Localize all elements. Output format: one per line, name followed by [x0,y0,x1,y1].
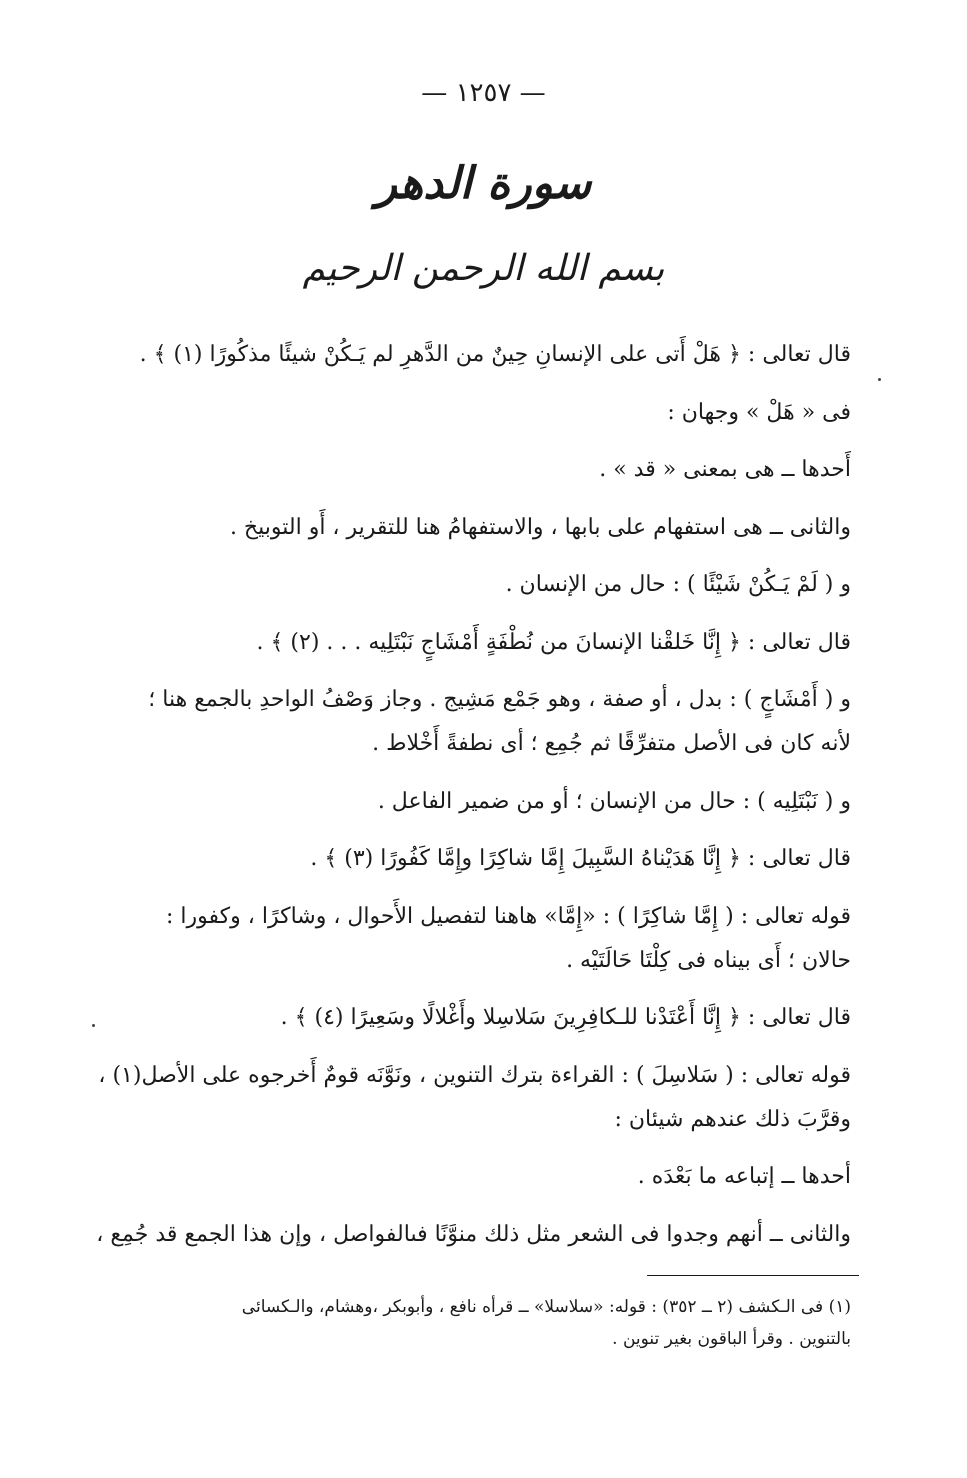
text-line: قوله تعالى : ( سَلاسِلَ ) : القراءة بترك التنوين ، ونَوَّنَه قومٌ أَخرجوه على الأصل(١) ، [98,1062,851,1088]
footnotes [74,1292,851,1356]
text-line: قال تعالى : ﴿ هَلْ أَتى على الإنسانِ حِينٌ من الدَّهرِ لم يَـكُنْ شيئًا مذكُورًا (١) ﴾ . [139,342,851,367]
text-line: قال تعالى : ﴿ إِنَّا خَلقْنا الإنسانَ من نُطْفَةٍ أَمْشَاجٍ نَبْتَلِيه . . . (٢) ﴾ . [256,629,851,655]
text-line: فى « هَلْ » وجهان : [667,399,851,425]
print-speck [92,1024,95,1027]
text-line: قال تعالى : ﴿ إِنَّا أَعْتَدْنا للـكافِرِينَ سَلاسِلا وأَغْلالًا وسَعِيرًا (٤) ﴾ . [280,1005,851,1030]
text-line: و ( أَمْشَاجٍ ) : بدل ، أو صفة ، وهو جَمْع مَشِيج . وجاز وَصْفُ الواحدِ بالجمع هنا ؛ [148,687,851,712]
print-speck [878,378,881,381]
page-number: — ١٢٥٧ — [421,78,546,108]
text-line: لأنه كان فى الأصل متفرِّقًا ثم جُمِع ؛ أى نطفةً أَخْلاط . [372,731,851,756]
text-line: وقرَّبَ ذلك عندهم شيئان : [614,1106,851,1132]
text-line: أحدها ــ إتباعه ما بَعْدَه . [637,1164,851,1189]
text-line: و ( لَمْ يَـكُنْ شَيْئًا ) : حال من الإنسان . [505,572,851,597]
text-line: قوله تعالى : ( إِمَّا شاكِرًا ) : «إِمَّا» هاهنا لتفصيل الأَحوال ، وشاكرًا ، وكفورا : [166,903,851,929]
surah-title: سورة الدهر [375,158,592,209]
text-line: و ( نَبْتَلِيه ) : حال من الإنسان ؛ أو من ضمير الفاعل . [377,788,851,814]
body-text [70,332,851,1269]
text-line: حالان ؛ أَى بيناه فى كِلْتَا حَالَتَيْه . [566,947,851,973]
text-line: أَحدها ــ هى بمعنى « قد » . [599,457,851,482]
footnote-line: (١) فى الـكشف (٢ ــ ٣٥٢) : قوله: «سلاسلا» ــ قرأه نافع ، وأبوبكر ،وهشام، والـكسائى [241,1297,851,1317]
text-line: قال تعالى : ﴿ إِنَّا هَدَيْناهُ السَّبِيلَ إِمَّا شاكِرًا وإِمَّا كَفُورًا (٣) ﴾ . [310,846,851,871]
text-line: والثانى ــ هى استفهام على بابها ، والاستفهامُ هنا للتقرير ، أَو التوبيخ . [229,514,851,540]
footnote-divider [647,1275,859,1276]
footnote-line: بالتنوين . وقرأ الباقون بغير تنوين . [612,1329,851,1349]
basmala: بسم الله الرحمن الرحيم [302,248,665,289]
text-line: والثانى ــ أنهم وجدوا فى الشعر مثل ذلك منوَّنًا فىالفواصل ، وإن هذا الجمع قد جُمِع ، [96,1221,851,1247]
